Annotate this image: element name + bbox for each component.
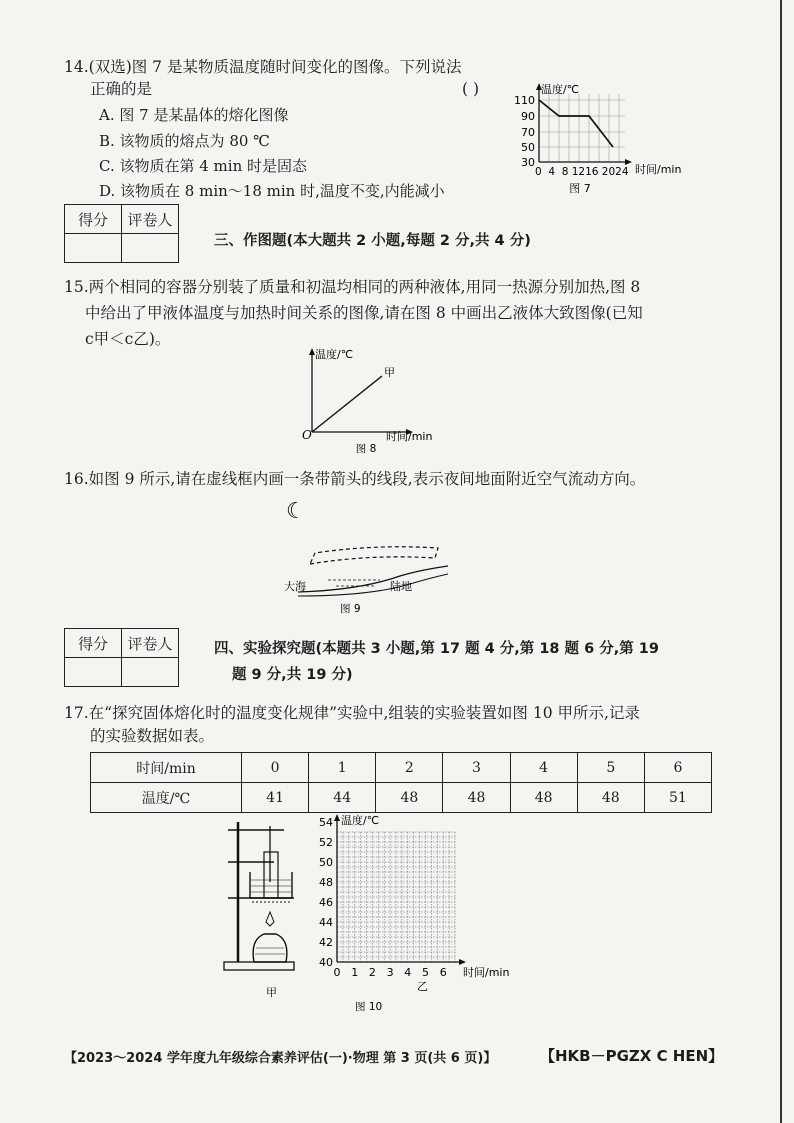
- fig10-xtick: 5: [422, 966, 429, 979]
- fig7-ytick: 30: [521, 156, 535, 169]
- figure-10-graph: [305, 810, 525, 1015]
- fig7-xticks: 0 4 8 1216 2024: [535, 166, 629, 178]
- time-cell: 6: [644, 753, 711, 783]
- land-slope: [298, 574, 448, 596]
- figure-8: [298, 346, 448, 456]
- time-cell: 0: [242, 753, 309, 783]
- fig10-ytick: 52: [319, 836, 333, 849]
- q16-line1: 16.如图 9 所示,请在虚线框内画一条带箭头的线段,表示夜间地面附近空气流动方向。: [64, 470, 646, 488]
- temp-cell: 48: [577, 783, 644, 813]
- sea-label: 大海: [284, 580, 306, 593]
- temp-cell: 48: [376, 783, 443, 813]
- fig10-xtick: 4: [404, 966, 412, 979]
- q17-data-table: [90, 752, 712, 813]
- q15-line2: 中给出了甲液体温度与加热时间关系的图像,请在图 8 中画出乙液体大致图像(已知: [85, 304, 643, 322]
- q14-answer-paren: ( ): [462, 80, 480, 98]
- temp-cell: 44: [309, 783, 376, 813]
- section-3-title: 三、作图题(本大题共 2 小题,每题 2 分,共 4 分): [214, 233, 531, 249]
- fig10-label-b: 乙: [417, 980, 428, 993]
- grader-header: 评卷人: [122, 629, 179, 658]
- score-header: 得分: [65, 629, 122, 658]
- section-4-title-line1: 四、实验探究题(本题共 3 小题,第 17 题 4 分,第 18 题 6 分,第 19: [214, 641, 659, 657]
- fig10-ylabel: 温度/℃: [341, 814, 380, 827]
- answer-dashed-box[interactable]: [310, 547, 438, 564]
- fig10-xtick: 1: [351, 966, 359, 979]
- q15-line1: 15.两个相同的容器分别装了质量和初温均相同的两种液体,用同一热源分别加热,图 8: [64, 278, 641, 296]
- fig7-ytick: 70: [521, 126, 535, 139]
- figure-9: [270, 492, 470, 622]
- grader-cell[interactable]: [122, 658, 179, 687]
- table-header-temp: 温度/℃: [91, 783, 242, 813]
- fig10-ytick: 40: [319, 956, 333, 969]
- fig7-ytick: 90: [521, 110, 535, 123]
- moon-icon: ☾: [286, 499, 306, 524]
- section-4-title-line2: 题 9 分,共 19 分): [232, 667, 353, 683]
- flame-icon: [266, 912, 274, 926]
- fig10-ytick: 46: [319, 896, 333, 909]
- footer-right: 【HKB－PGZX C HEN】: [540, 1047, 724, 1065]
- fig10-grid: [337, 832, 455, 962]
- fig10-ytick: 50: [319, 856, 333, 869]
- fig7-caption: 图 7: [569, 182, 591, 195]
- score-cell[interactable]: [65, 658, 122, 687]
- fig8-xlabel: 时间/min: [386, 430, 433, 443]
- q14-option-a: A. 图 7 是某晶体的熔化图像: [99, 106, 289, 124]
- fig10-ytick: 42: [319, 936, 333, 949]
- fig10-xtick: 6: [439, 966, 447, 979]
- score-box-section4: [64, 628, 179, 687]
- footer-left: 【2023～2024 学年度九年级综合素养评估(一)·物理 第 3 页(共 6 页)】: [64, 1051, 497, 1066]
- time-cell: 2: [376, 753, 443, 783]
- stand-base: [224, 962, 294, 970]
- fig7-ylabel: 温度/℃: [541, 83, 580, 96]
- land-label: 陆地: [390, 580, 412, 593]
- fig10-xtick: 0: [333, 966, 341, 979]
- q14-option-c: C. 该物质在第 4 min 时是固态: [99, 157, 308, 175]
- table-row: [91, 783, 712, 813]
- score-header: 得分: [65, 205, 122, 234]
- fig10-caption: 图 10: [355, 1001, 383, 1013]
- q15-line3: c甲＜c乙)。: [85, 330, 171, 348]
- grader-header: 评卷人: [122, 205, 179, 234]
- score-box-section3: [64, 204, 179, 263]
- temp-cell: 48: [510, 783, 577, 813]
- time-cell: 1: [309, 753, 376, 783]
- fig8-series-label: 甲: [384, 366, 395, 379]
- fig10-xlabel: 时间/min: [463, 966, 510, 979]
- temp-cell: 51: [644, 783, 711, 813]
- fig8-caption: 图 8: [355, 443, 377, 455]
- q17-line2: 的实验数据如表。: [90, 727, 215, 745]
- fig10-ytick: 48: [319, 876, 333, 889]
- beaker: [250, 872, 292, 898]
- land-surface: [298, 566, 448, 592]
- q14-option-b: B. 该物质的熔点为 80 ℃: [99, 132, 270, 150]
- fig10-y-arrow-icon: [334, 814, 340, 821]
- table-row: [91, 753, 712, 783]
- time-cell: 5: [577, 753, 644, 783]
- fig8-ylabel: 温度/℃: [315, 348, 354, 361]
- score-cell[interactable]: [65, 234, 122, 263]
- time-cell: 4: [510, 753, 577, 783]
- fig10-ytick: 54: [319, 816, 333, 829]
- fig10-xtick: 3: [386, 966, 394, 979]
- fig8-origin: O: [302, 428, 312, 442]
- figure-7: [505, 80, 705, 200]
- fig7-ytick: 110: [514, 94, 535, 107]
- fig10-label-a: 甲: [266, 986, 277, 999]
- q14-stem-line2: 正确的是: [90, 80, 153, 98]
- temp-cell: 48: [443, 783, 510, 813]
- table-header-time: 时间/min: [91, 753, 242, 783]
- fig7-curve: [539, 100, 613, 147]
- page-edge-line: [780, 0, 782, 1123]
- q14-option-d: D. 该物质在 8 min～18 min 时,温度不变,内能减小: [99, 182, 445, 200]
- q14-stem-line1: 14.(双选)图 7 是某物质温度随时间变化的图像。下列说法: [64, 58, 462, 76]
- fig7-ytick: 50: [521, 141, 535, 154]
- fig8-series-jia: [312, 376, 382, 432]
- grader-cell[interactable]: [122, 234, 179, 263]
- test-tube: [264, 852, 278, 898]
- time-cell: 3: [443, 753, 510, 783]
- fig7-xlabel: 时间/min: [635, 163, 682, 176]
- fig7-x-arrow-icon: [625, 159, 632, 165]
- fig10-xtick: 2: [368, 966, 376, 979]
- temp-cell: 41: [242, 783, 309, 813]
- fig9-caption: 图 9: [340, 603, 361, 615]
- fig10-x-arrow-icon: [459, 959, 466, 965]
- q17-line1: 17.在“探究固体熔化时的温度变化规律”实验中,组装的实验装置如图 10 甲所示,记录: [64, 704, 640, 722]
- fig10-ytick: 44: [319, 916, 333, 929]
